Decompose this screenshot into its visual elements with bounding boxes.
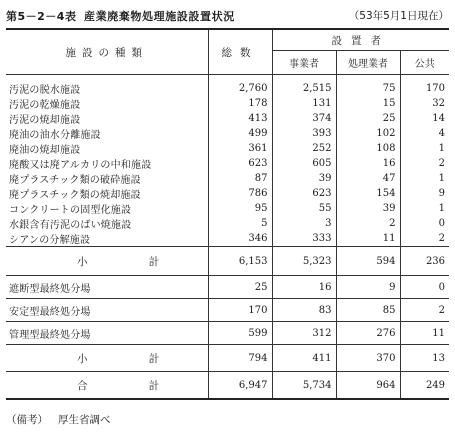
subtotal-row [6, 247, 449, 276]
row-name: コンクリートの固型化施設 [6, 201, 208, 216]
row-public: 170 [425, 83, 446, 94]
grand-total-business: 5,734 [272, 372, 336, 400]
row-business: 55 [272, 201, 336, 216]
row-name: 遮断型最終処分場 [6, 276, 208, 299]
subtotal-label-right: 計 [148, 255, 160, 268]
table-row [6, 141, 449, 156]
row-business: 623 [272, 186, 336, 201]
row-total: 170 [208, 299, 272, 322]
row-total: 599 [208, 322, 272, 345]
row-name: シアンの分解施設 [6, 231, 208, 247]
header-processor: 処理業者 [336, 51, 400, 75]
row-total: 95 [208, 201, 272, 216]
table-row [6, 201, 449, 216]
row-business: 605 [272, 156, 336, 171]
row-processor: 102 [336, 126, 400, 141]
header-public: 公共 [400, 51, 449, 75]
header-facility-kind: 施設の種類 [6, 29, 208, 75]
landfill-row [6, 322, 449, 345]
row-business: 393 [272, 126, 336, 141]
subtotal-label-left: 小 [77, 255, 88, 268]
subtotal-business: 411 [272, 345, 336, 372]
row-business: 39 [272, 171, 336, 186]
row-business: 83 [272, 299, 336, 322]
table-title: 産業廃棄物処理施設設置状況 [84, 10, 235, 23]
row-processor: 108 [336, 141, 400, 156]
subtotal-row [6, 345, 449, 372]
as-of-date: （53年5月1日現在） [348, 10, 449, 22]
table-title-row [6, 8, 449, 24]
row-name: 廃油の油水分離施設 [6, 126, 208, 141]
row-processor: 25 [336, 111, 400, 126]
row-public: 2 [438, 233, 446, 244]
row-processor: 2 [336, 216, 400, 231]
row-total: 346 [208, 231, 272, 247]
row-name: 水銀含有汚泥のばい焼施設 [6, 216, 208, 231]
row-processor: 16 [336, 156, 400, 171]
row-public: 9 [438, 188, 446, 199]
table-row [6, 156, 449, 171]
table-row [6, 111, 449, 126]
header-business: 事業者 [272, 51, 336, 75]
row-total: 623 [208, 156, 272, 171]
row-total: 25 [208, 276, 272, 299]
row-public: 1 [438, 173, 446, 184]
subtotal-total: 794 [208, 345, 272, 372]
row-name: 安定型最終処分場 [6, 299, 208, 322]
grand-total-processor: 964 [336, 372, 400, 400]
row-processor: 39 [336, 201, 400, 216]
row-processor: 75 [336, 81, 400, 96]
row-total: 87 [208, 171, 272, 186]
row-processor: 47 [336, 171, 400, 186]
row-business: 3 [272, 216, 336, 231]
table-row [6, 126, 449, 141]
row-public: 11 [432, 327, 446, 339]
row-total: 413 [208, 111, 272, 126]
row-total: 178 [208, 96, 272, 111]
subtotal-business: 5,323 [272, 247, 336, 276]
row-total: 361 [208, 141, 272, 156]
header-total: 総数 [208, 29, 272, 75]
subtotal-public: 13 [400, 345, 449, 372]
table-row [6, 186, 449, 201]
landfill-row [6, 276, 449, 299]
row-processor: 276 [336, 322, 400, 345]
grand-total-row [6, 372, 449, 400]
total-label-right: 計 [148, 379, 160, 392]
row-name: 廃酸又は廃アルカリの中和施設 [6, 156, 208, 171]
landfill-row [6, 299, 449, 322]
subtotal-total: 6,153 [208, 247, 272, 276]
table-row [6, 81, 449, 96]
facility-table [6, 28, 449, 400]
row-public: 1 [438, 203, 446, 214]
row-name: 廃油の焼却施設 [6, 141, 208, 156]
subtotal-processor: 370 [336, 345, 400, 372]
row-name: 廃プラスチック類の破砕施設 [6, 171, 208, 186]
row-name: 汚泥の焼却施設 [6, 111, 208, 126]
row-total: 2,760 [208, 81, 272, 96]
table-row [6, 231, 449, 247]
row-total: 5 [208, 216, 272, 231]
row-name: 汚泥の乾燥施設 [6, 96, 208, 111]
row-total: 499 [208, 126, 272, 141]
row-processor: 15 [336, 96, 400, 111]
table-number: 第5－2－4表 [6, 10, 77, 23]
row-public: 2 [400, 299, 449, 322]
row-name: 汚泥の脱水施設 [6, 81, 208, 96]
row-public: 1 [438, 143, 446, 154]
row-public: 32 [432, 98, 446, 109]
note-label: （備考） [6, 414, 48, 426]
row-processor: 9 [336, 276, 400, 299]
row-name: 廃プラスチック類の焼却施設 [6, 186, 208, 201]
row-public: 0 [438, 218, 446, 229]
row-public: 4 [438, 128, 446, 139]
table-row [6, 96, 449, 111]
subtotal-label-left: 小 [77, 352, 88, 365]
row-public: 14 [432, 113, 446, 124]
table-row [6, 171, 449, 186]
subtotal-label-right: 計 [148, 352, 160, 365]
row-name: 管理型最終処分場 [6, 322, 208, 345]
row-business: 252 [272, 141, 336, 156]
subtotal-processor: 594 [336, 247, 400, 276]
row-public: 2 [438, 158, 446, 169]
row-business: 131 [272, 96, 336, 111]
row-processor: 154 [336, 186, 400, 201]
row-total: 786 [208, 186, 272, 201]
row-business: 16 [272, 276, 336, 299]
grand-total-public: 249 [400, 372, 449, 400]
row-business: 374 [272, 111, 336, 126]
header-installer: 設置者 [272, 29, 449, 51]
row-business: 333 [272, 231, 336, 247]
row-business: 312 [272, 322, 336, 345]
row-processor: 11 [336, 231, 400, 247]
row-business: 2,515 [272, 81, 336, 96]
subtotal-public: 236 [400, 247, 449, 276]
row-processor: 85 [336, 299, 400, 322]
table-row [6, 216, 449, 231]
note-text: 厚生省調べ [58, 414, 111, 426]
row-public: 0 [400, 276, 449, 299]
grand-total-total: 6,947 [208, 372, 272, 400]
source-note [6, 412, 121, 427]
total-label-left: 合 [77, 379, 88, 392]
